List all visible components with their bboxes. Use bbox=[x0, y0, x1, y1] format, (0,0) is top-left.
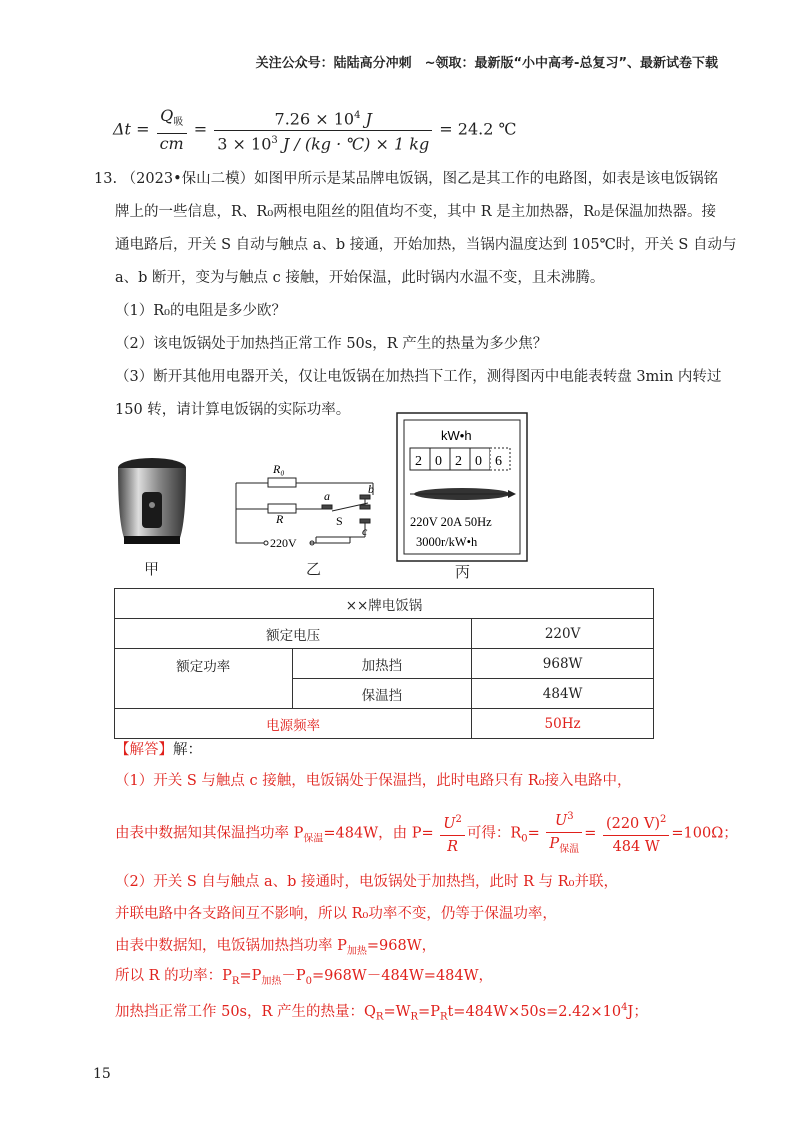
answer-p1: （1）开关 S 与触点 c 接触，电饭锅处于保温挡，此时电路只有 R₀接入电路中， bbox=[115, 773, 632, 789]
meter-unit: kW•h bbox=[441, 428, 472, 443]
table-cell: 50Hz bbox=[472, 709, 654, 739]
label-r: R bbox=[276, 512, 284, 526]
question-source: （2023•保山二模） bbox=[121, 171, 255, 187]
table-row bbox=[115, 619, 654, 649]
electric-meter bbox=[396, 412, 528, 562]
table-row bbox=[115, 649, 654, 679]
label-c: c bbox=[362, 524, 368, 538]
table-cell: 968W bbox=[472, 649, 654, 679]
meter-digit-3: 2 bbox=[455, 454, 462, 469]
answer-p2: 由表中数据知其保温挡功率 $P_{保温}=484W$，由 P= $\frac{U^2}{R}$ 可得：$R_0=$ $\frac{U^3}{P_{保温}}$ = $\frac{(220 V)^2}{484 W}$ =100Ω； bbox=[115, 806, 738, 861]
answer-heading: 【解答】解： bbox=[115, 742, 202, 758]
label-voltage: 220V bbox=[270, 536, 297, 550]
sub-question-3-line-2: 150 转，请计算电饭锅的实际功率。 bbox=[115, 402, 351, 418]
table-cell: 保温挡 bbox=[292, 679, 472, 709]
question-line-3: 通电路后，开关 S 自动与触点 a、b 接通，开始加热，当锅内温度达到 105℃时，开关 S 自动与 bbox=[115, 237, 737, 253]
table-cell: 220V bbox=[472, 619, 654, 649]
question-line-2: 牌上的一些信息，R、R₀两根电阻丝的阻值均不变，其中 R 是主加热器，R₀是保温加热器。接 bbox=[115, 204, 717, 220]
meter-digit-2: 0 bbox=[435, 454, 442, 469]
fraction-u2-over-r: $\frac{U^2}{R}$ bbox=[440, 809, 465, 858]
question-line-1: 13. （2023•保山二模）如图甲所示是某品牌电饭锅，图乙是其工作的电路图，如表是该电饭锅铭 bbox=[94, 171, 719, 187]
circuit-diagram bbox=[228, 455, 388, 555]
formula-lhs: Δt bbox=[113, 119, 131, 139]
fraction-u3-over-p: $\frac{U^3}{P_{保温}}$ bbox=[546, 806, 582, 861]
sub-question-2: （2）该电饭锅处于加热挡正常工作 50s，R 产生的热量为多少焦？ bbox=[115, 336, 548, 352]
table-cell: 484W bbox=[472, 679, 654, 709]
label-r0: R₀ bbox=[273, 462, 285, 476]
rice-cooker-image bbox=[112, 450, 192, 550]
answer-p4: 并联电路中各支路间互不影响，所以 R₀功率不变，仍等于保温功率， bbox=[115, 906, 557, 922]
sub-question-1: （1）R₀的电阻是多少欧？ bbox=[115, 303, 286, 319]
table-cell: 电源频率 bbox=[115, 709, 472, 739]
meter-spec-1: 220V 20A 50Hz bbox=[410, 515, 492, 529]
page-number: 15 bbox=[93, 1066, 111, 1082]
figure-label-c: 丙 bbox=[455, 563, 471, 581]
answer-p5: 由表中数据知，电饭锅加热挡功率 $P_{加热}=968W$， bbox=[115, 938, 437, 957]
meter-digit-1: 2 bbox=[415, 454, 422, 469]
formula-result: 24.2 ℃ bbox=[457, 119, 517, 139]
answer-p3: （2）开关 S 自与触点 a、b 接通时，电饭锅处于加热挡，此时 R 与 R₀并联， bbox=[115, 874, 618, 890]
meter-spec-2: 3000r/kW•h bbox=[416, 535, 478, 549]
figure-label-a: 甲 bbox=[144, 560, 160, 578]
sub-question-3-line-1: （3）断开其他用电器开关，仅让电饭锅在加热挡下工作，测得图丙中电能表转盘 3min 内转过 bbox=[115, 369, 722, 385]
fraction-values-r0: $\frac{(220 V)^2}{484 W}$ bbox=[603, 809, 669, 858]
spec-table bbox=[114, 588, 654, 739]
fraction-q-over-cm: $\frac{Q_吸}{cm}$ bbox=[157, 106, 187, 154]
meter-digit-4: 0 bbox=[475, 454, 482, 469]
label-b: b bbox=[368, 482, 374, 496]
answer-p7: 加热挡正常工作 50s，R 产生的热量：$Q_R=W_R=P_Rt=484W\times 50s=2.42\times 10^4J$； bbox=[115, 1002, 648, 1023]
answer-p6: 所以 R 的功率：$P_R=P_{加热}-P_0=968W-484W=484W$， bbox=[115, 968, 494, 987]
label-a: a bbox=[324, 489, 330, 503]
table-cell: 额定电压 bbox=[115, 619, 472, 649]
question-number: 13. bbox=[94, 171, 118, 187]
page-header: 关注公众号：陆陆高分冲刺 ~领取：最新版“小中高考-总复习”、最新试卷下载 bbox=[255, 56, 718, 71]
table-cell: 加热挡 bbox=[292, 649, 472, 679]
table-cell: 额定功率 bbox=[115, 649, 293, 709]
fraction-values: $\frac{7.26 \times 10^4 J}{3 \times 10^3 J / (kg \cdot ℃) \times 1 kg}$ bbox=[214, 106, 432, 154]
table-row bbox=[115, 709, 654, 739]
figure-label-b: 乙 bbox=[306, 560, 322, 578]
table-title: ××牌电饭锅 bbox=[115, 589, 654, 619]
delta-t-formula: Δt = $\frac{Q_吸}{cm}$ = $\frac{7.26 \times 10^4 J}{3 \times 10^3 J / (kg \cdot ℃) \times 1 kg}$ = 24.2 ℃ bbox=[113, 106, 517, 154]
table-row bbox=[115, 589, 654, 619]
label-s: S bbox=[336, 514, 343, 528]
meter-digit-5: 6 bbox=[495, 454, 502, 469]
question-line-4: a、b 断开，变为与触点 c 接触，开始保温，此时锅内水温不变，且未沸腾。 bbox=[115, 270, 605, 286]
